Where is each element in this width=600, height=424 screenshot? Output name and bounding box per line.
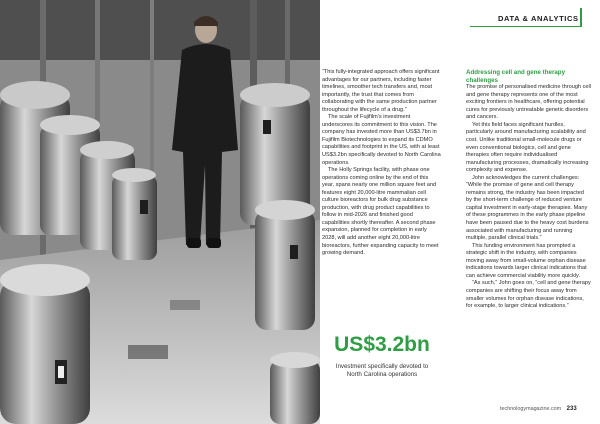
paragraph: The promise of personalised medicine through cell and gene therapy represents one of the most exciting frontiers in healthcare, offering potential cures for previously untreatable genetic disorders and cancers. bbox=[466, 84, 591, 121]
stat-callout bbox=[322, 334, 442, 379]
paragraph: Yet this field faces significant hurdles, particularly around manufacturing scalability and cost. Unlike traditional small-molecule drugs or even conventional biologics, cell and gene therapies often require individualised manufacturing processes, dramatically increasing complexity and expense. bbox=[466, 121, 589, 174]
article-column-right bbox=[466, 69, 591, 311]
paragraph: John acknowledges the current challenges: “While the promise of gene and cell therapy remains strong, the industry has been impacted by the short-term challenge of reduced venture capital investment in early-stage therapies. Many of these programmes in the early phase pipeline have been paused due to the heavy cost burdens associated with manufacturing and running multiple, parallel clinical trials.” bbox=[466, 174, 589, 242]
section-label: DATA & ANALYTICS bbox=[498, 14, 579, 23]
page-footer bbox=[500, 406, 577, 412]
paragraph: “As such,” John goes on, “cell and gene therapy companies are shifting their focus away from smaller volumes for orphan disease indications, for example, to larger clinical indications.” bbox=[466, 280, 591, 310]
stat-caption: Investment specifically devoted to North Carolina operations bbox=[335, 363, 429, 378]
paragraph: “This fully-integrated approach offers significant advantages for our partners, including faster timelines, smoother tech transfers and, most importantly, the trust that comes from collaborating with the same production partner throughout the lifecycle of a drug.” bbox=[322, 69, 440, 113]
page-number: 233 bbox=[566, 406, 577, 412]
header-rule bbox=[470, 26, 580, 27]
paragraph: This funding environment has prompted a strategic shift in the industry, with companies moving away from small-volume orphan disease indications towards larger clinical indications that can achieve commercial viability more quickly. bbox=[466, 242, 587, 279]
header-accent-bar bbox=[580, 8, 582, 27]
subheading: Addressing cell and gene therapy challenges bbox=[466, 69, 566, 84]
footer-url: technologymagazine.com bbox=[500, 406, 562, 412]
article-column-middle bbox=[322, 69, 442, 258]
stat-value: US$3.2bn bbox=[334, 333, 430, 356]
paragraph: The scale of Fujifilm’s investment underscores its commitment to this vision. The company has invested more than US$3.7bn in Fujifilm Biotechnologies to expand its CDMO capabilities and footprint in the US, with at least US$3.2bn specifically devoted to North Carolina operations. bbox=[322, 114, 441, 166]
paragraph: The Holly Springs facility, with phase one operations coming online by the end of this year, spans nearly one million square feet and features eight 20,000-litre mammalian cell culture bioreactors for bulk drug substance production, with drug product capabilities to follow in mid-2026 and finished good capabilities shortly thereafter. A second phase expansion, planned for completion in early 2028, will add another eight 20,000-litre bioreactors, further expanding capacity to meet growing demand. bbox=[322, 167, 439, 257]
